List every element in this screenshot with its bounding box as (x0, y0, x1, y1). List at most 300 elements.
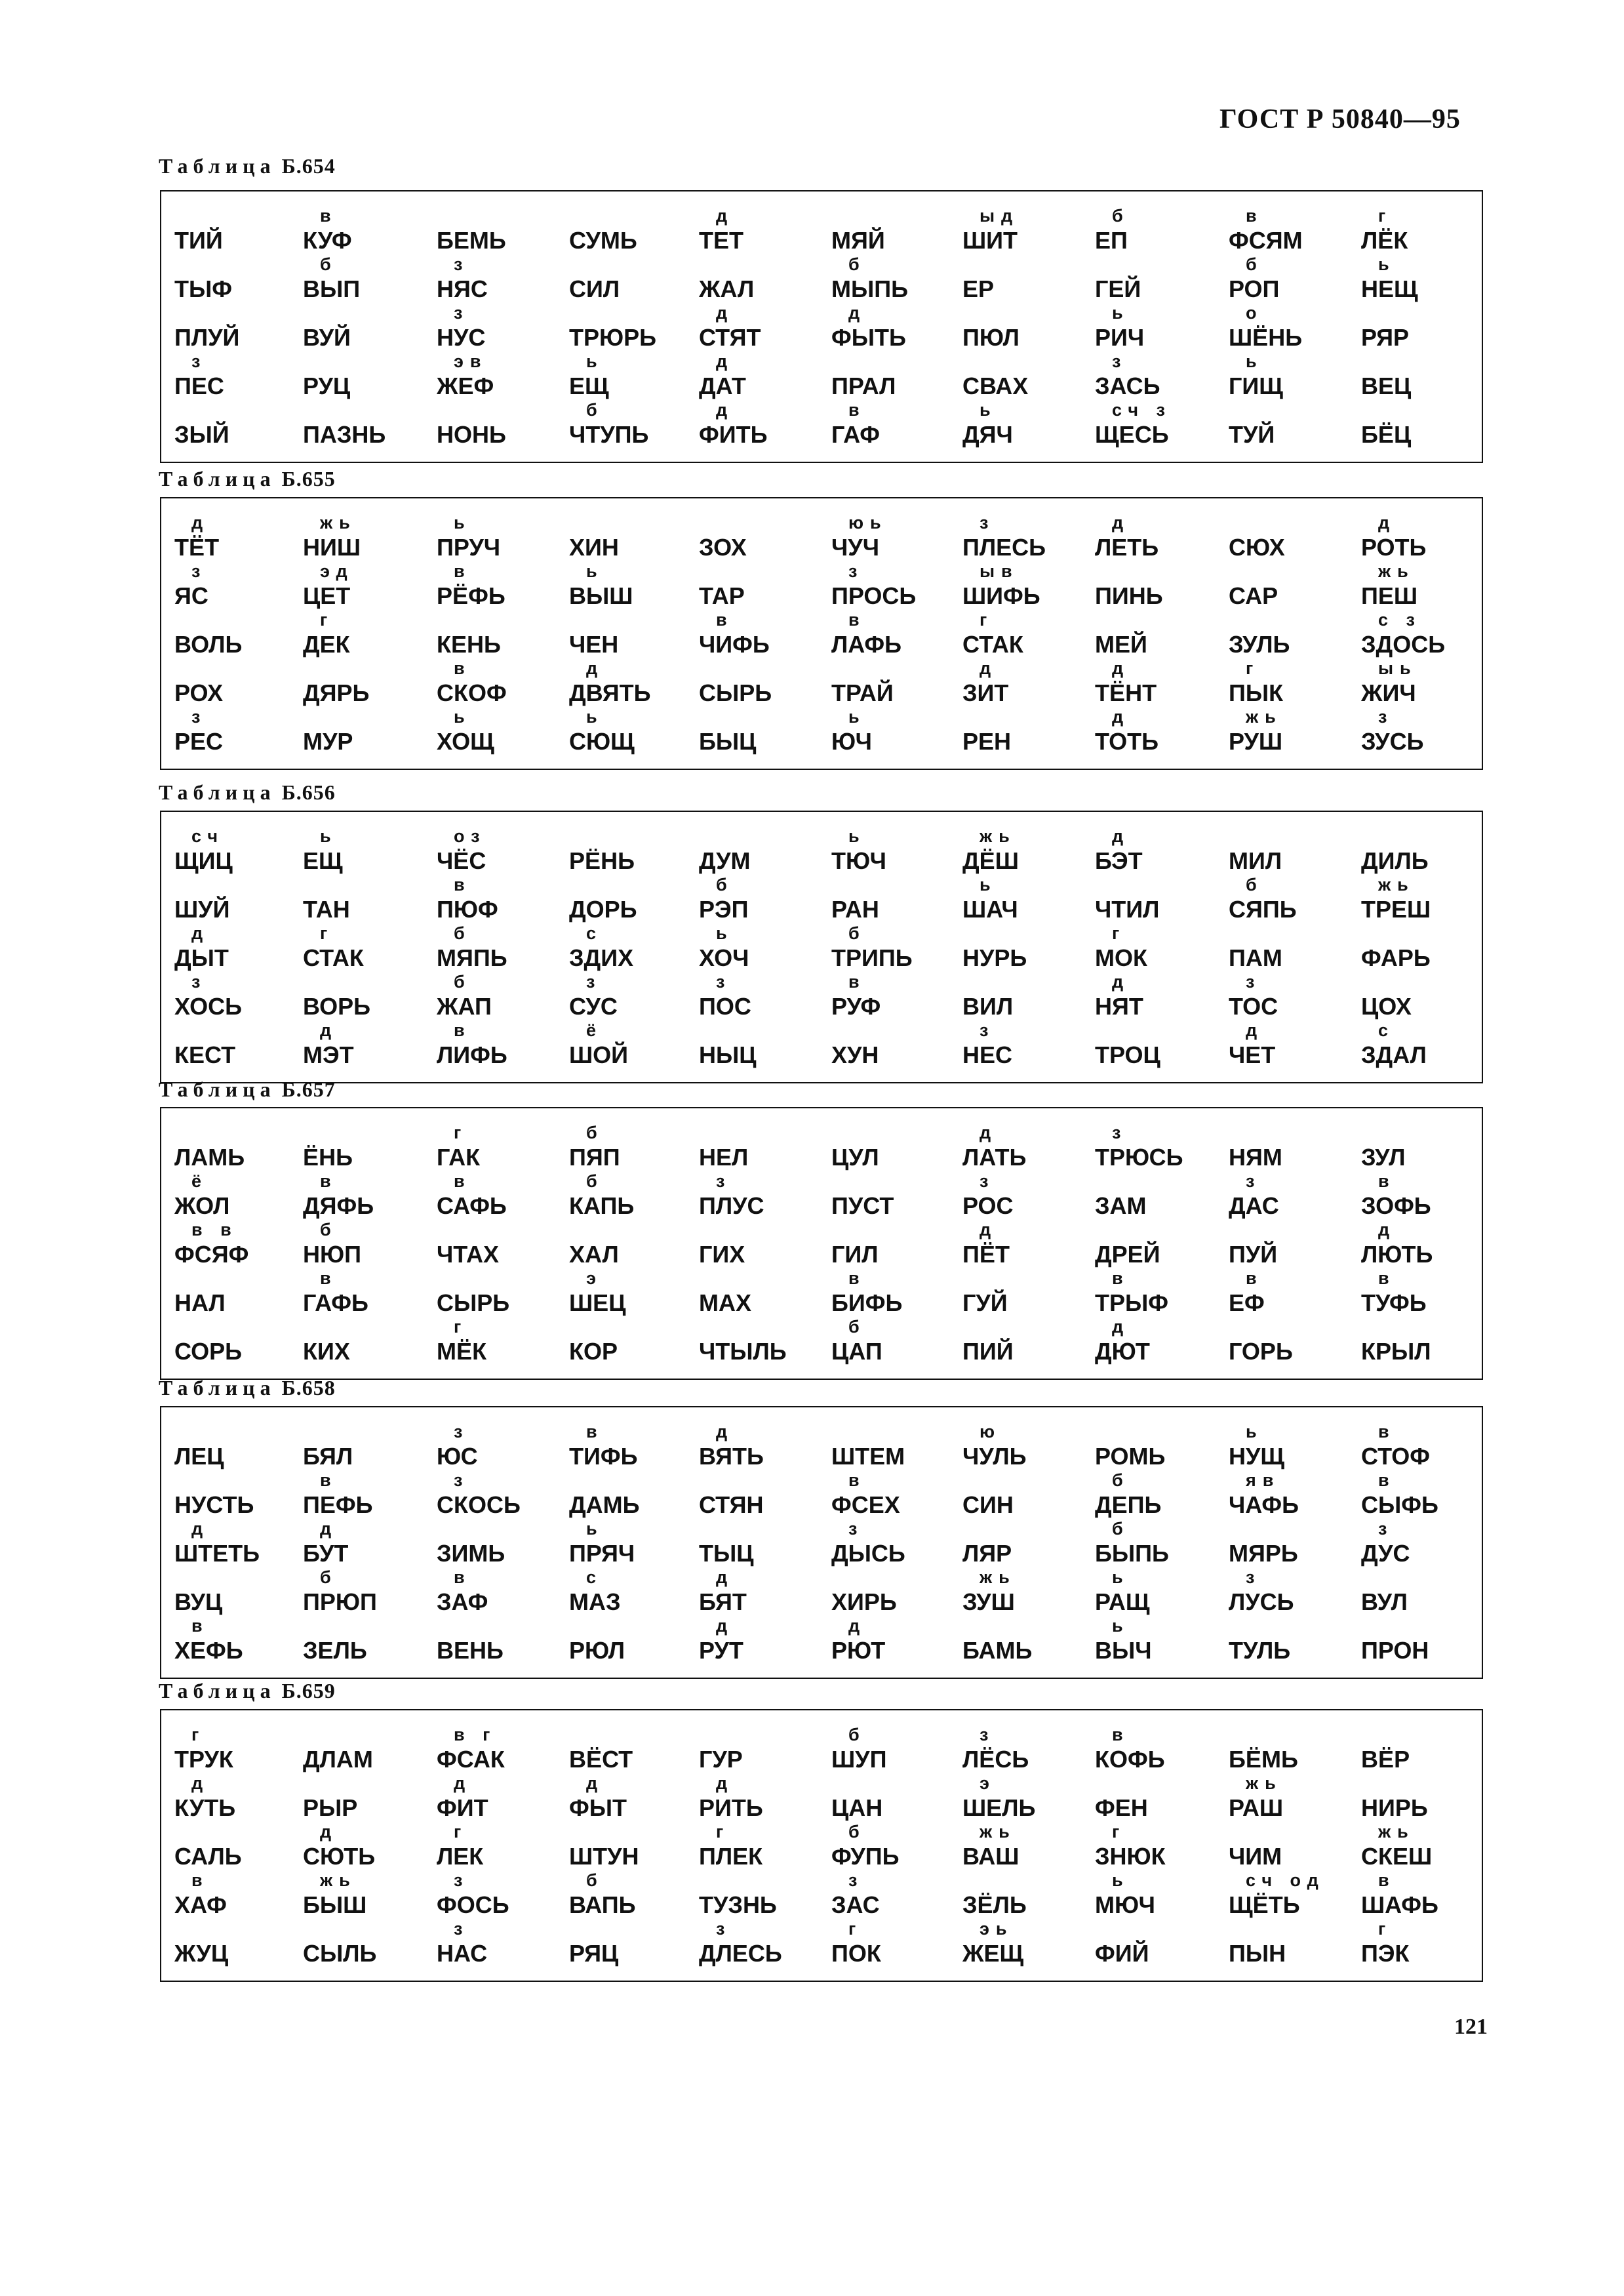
phonetic-mark: з (454, 1919, 469, 1939)
phonetic-mark: ь (586, 352, 604, 371)
syllable-word: РУФ (831, 993, 881, 1020)
table-cell (172, 1019, 296, 1068)
phonetic-mark: г (1112, 923, 1126, 943)
table-cell (829, 560, 953, 609)
table-cell (566, 399, 691, 447)
syllable-word: ХОЩ (437, 728, 494, 755)
syllable-word: ТУЗНЬ (699, 1891, 777, 1918)
table-cell (1092, 205, 1217, 253)
syllable-word: ПЮФ (437, 896, 498, 923)
table-cell (434, 1821, 559, 1869)
syllable-word: НЯМ (1229, 1144, 1282, 1171)
syllable-word: НЯТ (1095, 993, 1143, 1020)
syllable-word: ЛЁК (1361, 227, 1408, 254)
table-cell (960, 609, 1084, 657)
phonetic-mark: д (191, 1773, 210, 1793)
phonetic-mark: б (848, 1317, 866, 1337)
table-cell (1092, 1566, 1217, 1615)
syllable-word: ГАФЬ (303, 1289, 368, 1316)
table-cell (566, 971, 691, 1019)
table-cell (172, 1615, 296, 1663)
table-cell (566, 1469, 691, 1518)
table-cell (300, 1019, 425, 1068)
syllable-word: САЛЬ (174, 1843, 242, 1870)
table-cell (1092, 1615, 1217, 1663)
syllable-word: ВУЦ (174, 1588, 223, 1615)
syllable-word: ЧУЧ (831, 534, 879, 561)
phonetic-mark: сч (191, 826, 224, 846)
syllable-word: НЯС (437, 275, 488, 302)
table-cell (1226, 1121, 1351, 1170)
syllable-word: ШТЕТЬ (174, 1540, 260, 1567)
phonetic-mark: в (1378, 1870, 1396, 1890)
table-cell (696, 1469, 821, 1518)
table-cell (696, 1566, 821, 1615)
syllable-word: ЩЁТЬ (1229, 1891, 1300, 1918)
syllable-word: ТЁНТ (1095, 679, 1157, 706)
syllable-word: СЫЛЬ (303, 1940, 377, 1967)
table-row (161, 560, 1482, 609)
syllable-word: ВЫЧ (1095, 1637, 1152, 1664)
table-row (161, 657, 1482, 706)
phonetic-mark: з (980, 1725, 995, 1744)
table-cell (960, 1469, 1084, 1518)
table-cell (434, 874, 559, 922)
syllable-word: СИН (962, 1491, 1014, 1518)
syllable-word: ФОСЬ (437, 1891, 509, 1918)
syllable-word: ТРЮСЬ (1095, 1144, 1183, 1171)
syllable-word: ДЯРЬ (303, 679, 370, 706)
phonetic-mark: с (586, 1567, 603, 1587)
table-cell (300, 1723, 425, 1772)
phonetic-mark: б (1246, 254, 1263, 274)
syllable-word: КОФЬ (1095, 1746, 1165, 1773)
table-cell (300, 1918, 425, 1966)
syllable-word: СИЛ (569, 275, 620, 302)
syllable-word: СЮЩ (569, 728, 635, 755)
syllable-word: КРЫЛ (1361, 1338, 1431, 1365)
phonetic-mark: д (848, 1616, 867, 1636)
word-table (160, 811, 1483, 1083)
phonetic-mark: г (716, 1822, 730, 1842)
table-cell (172, 1420, 296, 1469)
phonetic-mark: сч од (1246, 1870, 1325, 1890)
syllable-word: РИЧ (1095, 324, 1145, 351)
table-cell (300, 1821, 425, 1869)
syllable-word: БИФЬ (831, 1289, 903, 1316)
table-cell (1226, 1316, 1351, 1364)
syllable-word: ТРОЦ (1095, 1041, 1160, 1068)
syllable-word: ГАФ (831, 421, 880, 448)
syllable-word: ЕЩ (303, 847, 343, 874)
phonetic-mark: в в (191, 1220, 238, 1239)
phonetic-mark: д (191, 1519, 210, 1539)
phonetic-mark: в (1112, 1268, 1130, 1288)
table-cell (1092, 350, 1217, 399)
phonetic-mark: жь (1246, 1773, 1282, 1793)
table-cell (172, 350, 296, 399)
syllable-word: ХАЛ (569, 1241, 619, 1268)
syllable-word: БАМЬ (962, 1637, 1033, 1664)
syllable-word: ТИФЬ (569, 1443, 638, 1470)
table-cell (172, 253, 296, 302)
syllable-word: ВИЛ (962, 993, 1014, 1020)
syllable-word: ЩЕСЬ (1095, 421, 1169, 448)
syllable-word: НЕС (962, 1041, 1013, 1068)
syllable-word: ВЫШ (569, 582, 633, 609)
syllable-word: ТЕТ (699, 227, 743, 254)
phonetic-mark: з (1112, 352, 1128, 371)
syllable-word: РАН (831, 896, 879, 923)
table-cell (829, 1121, 953, 1170)
phonetic-mark: з (1246, 972, 1261, 992)
phonetic-mark: ь (1112, 1567, 1130, 1587)
phonetic-mark: б (848, 1725, 866, 1744)
syllable-word: ЗАС (831, 1891, 880, 1918)
syllable-word: ТУЙ (1229, 421, 1275, 448)
table-cell (1358, 971, 1483, 1019)
table-caption-label: Таблица (159, 467, 276, 491)
syllable-word: ЁНЬ (303, 1144, 353, 1171)
phonetic-mark: жь (980, 826, 1016, 846)
syllable-word: СУМЬ (569, 227, 637, 254)
table-cell (829, 1218, 953, 1267)
phonetic-mark: яв (1246, 1470, 1280, 1490)
table-row (161, 1469, 1482, 1518)
table-cell (829, 971, 953, 1019)
syllable-word: ГУР (699, 1746, 743, 1773)
phonetic-mark: с з (1378, 610, 1421, 630)
table-cell (1358, 706, 1483, 754)
table-cell (172, 302, 296, 350)
table-cell (566, 205, 691, 253)
phonetic-mark: жь (980, 1567, 1016, 1587)
table-row (161, 1019, 1482, 1068)
phonetic-mark: ь (454, 707, 471, 727)
syllable-word: ФИТ (437, 1794, 488, 1821)
phonetic-mark: г (980, 610, 994, 630)
syllable-word: ЖУЦ (174, 1940, 229, 1967)
table-cell (960, 825, 1084, 874)
syllable-word: САР (1229, 582, 1278, 609)
syllable-word: КУТЬ (174, 1794, 236, 1821)
table-cell (434, 1170, 559, 1218)
table-cell (1092, 1218, 1217, 1267)
table-caption-label: Таблица (159, 1078, 276, 1101)
table-cell (696, 1170, 821, 1218)
table-cell (172, 399, 296, 447)
table-cell (829, 302, 953, 350)
table-cell (300, 205, 425, 253)
table-cell (1092, 1469, 1217, 1518)
table-cell (960, 1267, 1084, 1316)
syllable-word: НЕЛ (699, 1144, 749, 1171)
syllable-word: ЧТЫЛЬ (699, 1338, 787, 1365)
syllable-word: ПЁТ (962, 1241, 1010, 1268)
syllable-word: РУШ (1229, 728, 1283, 755)
phonetic-mark: з (1246, 1567, 1261, 1587)
phonetic-mark: д (1112, 513, 1130, 533)
table-cell (829, 1170, 953, 1218)
syllable-word: ЖЕЩ (962, 1940, 1024, 1967)
table-cell (1358, 1121, 1483, 1170)
phonetic-mark: в (454, 1567, 471, 1587)
phonetic-mark: д (716, 1422, 734, 1441)
syllable-word: СВАХ (962, 373, 1029, 399)
table-row (161, 1869, 1482, 1918)
syllable-word: ШОЙ (569, 1041, 629, 1068)
syllable-word: ЧЕН (569, 631, 619, 658)
table-cell (1092, 302, 1217, 350)
syllable-word: РОТЬ (1361, 534, 1427, 561)
table-cell (1226, 1518, 1351, 1566)
syllable-word: ЦОХ (1361, 993, 1412, 1020)
table-cell (829, 253, 953, 302)
syllable-word: ЖИЧ (1361, 679, 1416, 706)
phonetic-mark: ё (191, 1171, 208, 1191)
syllable-word: ПРУЧ (437, 534, 501, 561)
phonetic-mark: ь (1112, 1870, 1130, 1890)
table-cell (829, 706, 953, 754)
phonetic-mark: ь (1112, 1616, 1130, 1636)
table-cell (566, 560, 691, 609)
syllable-word: ТЁТ (174, 534, 220, 561)
syllable-word: ХОСЬ (174, 993, 242, 1020)
table-cell (172, 1918, 296, 1966)
table-cell (434, 1615, 559, 1663)
table-cell (172, 1566, 296, 1615)
phonetic-mark: з (586, 972, 602, 992)
syllable-word: ЕФ (1229, 1289, 1265, 1316)
syllable-word: ЗЕЛЬ (303, 1637, 367, 1664)
syllable-word: СТАК (962, 631, 1023, 658)
syllable-word: ЛИФЬ (437, 1041, 507, 1068)
table-cell (829, 1772, 953, 1821)
table-cell (434, 657, 559, 706)
table-cell (434, 350, 559, 399)
table-cell (172, 1170, 296, 1218)
syllable-word: СКОФ (437, 679, 507, 706)
phonetic-mark: в (454, 1171, 471, 1191)
table-cell (829, 1420, 953, 1469)
table-cell (566, 1918, 691, 1966)
table-cell (172, 1316, 296, 1364)
syllable-word: ЗОХ (699, 534, 747, 561)
phonetic-mark: з (454, 303, 469, 323)
syllable-word: МАХ (699, 1289, 751, 1316)
phonetic-mark: д (716, 206, 734, 226)
syllable-word: ГУЙ (962, 1289, 1008, 1316)
table-cell (960, 1121, 1084, 1170)
phonetic-mark: д (586, 658, 604, 678)
syllable-word: БЯЛ (303, 1443, 353, 1470)
phonetic-mark: б (454, 972, 471, 992)
table-cell (172, 560, 296, 609)
syllable-word: ХИРЬ (831, 1588, 897, 1615)
phonetic-mark: ь (454, 513, 471, 533)
syllable-word: КЕСТ (174, 1041, 236, 1068)
syllable-word: ЩИЦ (174, 847, 233, 874)
syllable-word: ПЛЕСЬ (962, 534, 1046, 561)
table-cell (829, 1267, 953, 1316)
phonetic-mark: д (1112, 972, 1130, 992)
syllable-word: НУЩ (1229, 1443, 1285, 1470)
table-cell (960, 1918, 1084, 1966)
table-cell (696, 512, 821, 560)
table-cell (960, 350, 1084, 399)
syllable-word: МЯПЬ (437, 944, 507, 971)
syllable-word: ЧУЛЬ (962, 1443, 1027, 1470)
syllable-word: СТАК (303, 944, 364, 971)
table-cell (1358, 825, 1483, 874)
syllable-word: ЛЕТЬ (1095, 534, 1159, 561)
syllable-word: ЛЯР (962, 1540, 1012, 1567)
phonetic-mark: в (320, 206, 338, 226)
phonetic-mark: з (848, 1870, 864, 1890)
table-cell (1358, 512, 1483, 560)
syllable-word: ЕП (1095, 227, 1128, 254)
table-row (161, 1420, 1482, 1469)
phonetic-mark: в (454, 1020, 471, 1040)
table-cell (1226, 350, 1351, 399)
phonetic-mark: в (1112, 1725, 1130, 1744)
syllable-word: РАШ (1229, 1794, 1284, 1821)
syllable-word: ЗИМЬ (437, 1540, 505, 1567)
table-cell (434, 1267, 559, 1316)
phonetic-mark: с (1378, 1020, 1395, 1040)
table-cell (829, 512, 953, 560)
syllable-word: ЛАТЬ (962, 1144, 1027, 1171)
table-row (161, 922, 1482, 971)
syllable-word: ЕЩ (569, 373, 609, 399)
phonetic-mark: д (980, 658, 998, 678)
syllable-word: ПЫН (1229, 1940, 1286, 1967)
table-cell (172, 1869, 296, 1918)
word-table (160, 190, 1483, 463)
table-cell (696, 1121, 821, 1170)
table-cell (960, 706, 1084, 754)
table-cell (829, 609, 953, 657)
table-cell (434, 706, 559, 754)
syllable-word: МЫПЬ (831, 275, 908, 302)
table-cell (300, 1615, 425, 1663)
table-cell (566, 1566, 691, 1615)
syllable-word: ЛАМЬ (174, 1144, 245, 1171)
table-cell (960, 657, 1084, 706)
table-cell (696, 302, 821, 350)
table-row (161, 825, 1482, 874)
table-cell (1358, 1615, 1483, 1663)
phonetic-mark: ь (586, 561, 604, 581)
phonetic-mark: в (1378, 1422, 1396, 1441)
table-cell (1092, 1821, 1217, 1869)
table-cell (172, 922, 296, 971)
phonetic-mark: д (1378, 1220, 1396, 1239)
phonetic-mark: д (1246, 1020, 1264, 1040)
phonetic-mark: ь (586, 707, 604, 727)
table-cell (172, 1121, 296, 1170)
table-cell (696, 1019, 821, 1068)
syllable-word: ЛЁСЬ (962, 1746, 1029, 1773)
phonetic-mark: з (1378, 707, 1394, 727)
table-cell (829, 1918, 953, 1966)
phonetic-mark: з (848, 561, 864, 581)
phonetic-mark: д (1112, 658, 1130, 678)
phonetic-mark: в (586, 1422, 604, 1441)
table-cell (566, 512, 691, 560)
syllable-word: ФСЯФ (174, 1241, 249, 1268)
table-cell (1092, 1772, 1217, 1821)
table-cell (829, 1615, 953, 1663)
table-caption-number: Б.658 (281, 1376, 336, 1400)
syllable-word: МЁК (437, 1338, 487, 1365)
table-cell (696, 1218, 821, 1267)
table-row (161, 874, 1482, 922)
phonetic-mark: в (848, 1470, 866, 1490)
table-cell (300, 609, 425, 657)
table-cell (434, 399, 559, 447)
table-cell (1358, 1772, 1483, 1821)
syllable-word: БЁЦ (1361, 421, 1412, 448)
syllable-word: МАЗ (569, 1588, 621, 1615)
syllable-word: ДРЕЙ (1095, 1241, 1160, 1268)
phonetic-mark: з (716, 972, 732, 992)
syllable-word: ТРУК (174, 1746, 233, 1773)
syllable-word: ДУМ (699, 847, 751, 874)
syllable-word: ПЛУС (699, 1192, 764, 1219)
syllable-word: ДАТ (699, 373, 746, 399)
syllable-word: ФЫТ (569, 1794, 627, 1821)
syllable-word: ДЫСЬ (831, 1540, 905, 1567)
table-cell (1226, 1267, 1351, 1316)
table-cell (300, 1316, 425, 1364)
syllable-word: КЕНЬ (437, 631, 501, 658)
phonetic-mark: д (716, 1616, 734, 1636)
syllable-word: ДЕК (303, 631, 350, 658)
syllable-word: ПРОН (1361, 1637, 1429, 1664)
table-cell (1092, 1723, 1217, 1772)
phonetic-mark: г (454, 1822, 468, 1842)
table-caption-label: Таблица (159, 1679, 276, 1702)
syllable-word: НИРЬ (1361, 1794, 1428, 1821)
syllable-word: ФЕН (1095, 1794, 1148, 1821)
syllable-word: ПАЗНЬ (303, 421, 386, 448)
syllable-word: ПЫК (1229, 679, 1284, 706)
phonetic-mark: г (454, 1317, 468, 1337)
table-cell (300, 560, 425, 609)
syllable-word: ЦЕТ (303, 582, 351, 609)
phonetic-mark: ь (1246, 1422, 1263, 1441)
syllable-word: ЦАП (831, 1338, 882, 1365)
table-cell (434, 560, 559, 609)
table-cell (696, 657, 821, 706)
table-cell (1226, 1772, 1351, 1821)
table-cell (1092, 1518, 1217, 1566)
table-cell (829, 1469, 953, 1518)
syllable-word: ШЕЛЬ (962, 1794, 1036, 1821)
syllable-word: ШАЧ (962, 896, 1018, 923)
phonetic-mark: б (1246, 875, 1263, 895)
syllable-word: СТЯН (699, 1491, 764, 1518)
syllable-word: РЮЛ (569, 1637, 625, 1664)
table-cell (1092, 253, 1217, 302)
table-cell (172, 1469, 296, 1518)
phonetic-mark: жь (980, 1822, 1016, 1842)
syllable-word: ВЕНЬ (437, 1637, 504, 1664)
syllable-word: БЁМЬ (1229, 1746, 1298, 1773)
syllable-word: ТИЙ (174, 227, 223, 254)
table-cell (300, 922, 425, 971)
